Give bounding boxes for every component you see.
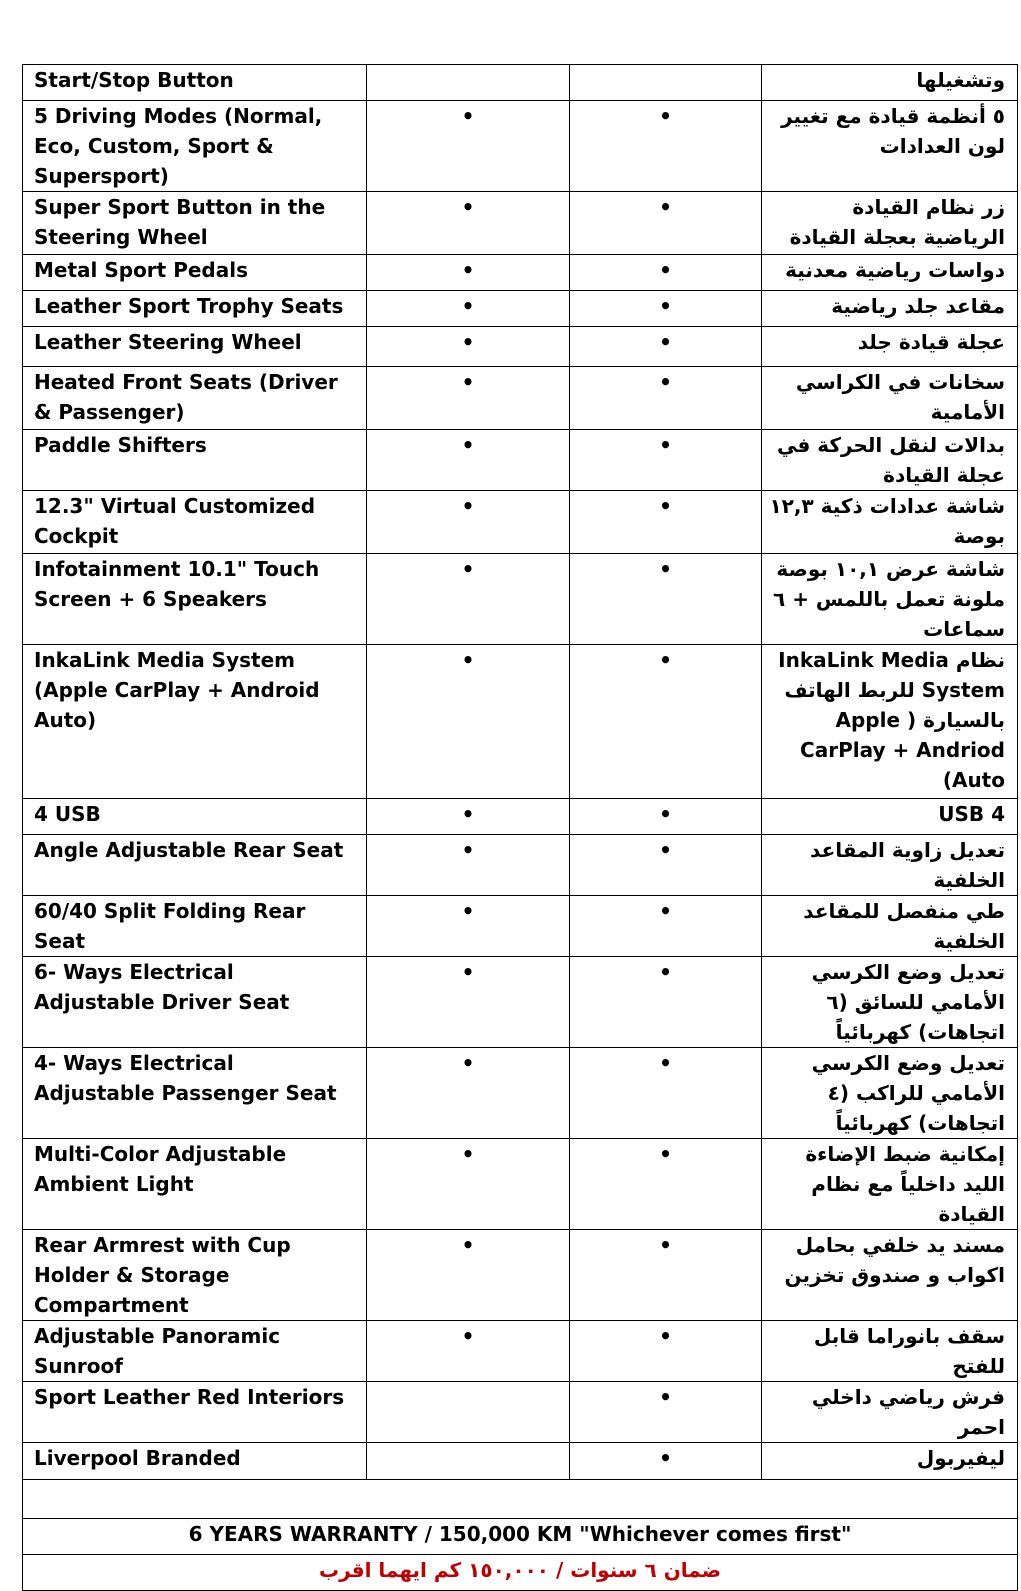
feature-name-ar: طي منفصل للمقاعد الخلفية <box>762 896 1018 957</box>
trim-1-mark <box>367 1443 570 1480</box>
feature-name-ar: إمكانية ضبط الإضاءة الليد داخلياً مع نظام القيادة <box>762 1139 1018 1230</box>
feature-name-en: 6- Ways Electrical Adjustable Driver Seat <box>23 957 367 1048</box>
trim-1-mark: • <box>367 1048 570 1139</box>
feature-name-en: Leather Sport Trophy Seats <box>23 291 367 327</box>
feature-name-en: Infotainment 10.1" Touch Screen + 6 Speakers <box>23 554 367 645</box>
feature-name-ar: وتشغيلها <box>762 65 1018 101</box>
trim-1-mark: • <box>367 430 570 491</box>
trim-1-mark: • <box>367 192 570 255</box>
feature-name-ar: سخانات في الكراسي الأمامية <box>762 367 1018 430</box>
feature-name-en: 4 USB <box>23 799 367 835</box>
feature-row <box>23 291 1018 327</box>
feature-row <box>23 255 1018 291</box>
feature-name-ar: ليفيربول <box>762 1443 1018 1480</box>
trim-2-mark: • <box>570 1321 762 1382</box>
feature-name-en: Super Sport Button in the Steering Wheel <box>23 192 367 255</box>
feature-name-ar: بدالات لنقل الحركة في عجلة القيادة <box>762 430 1018 491</box>
feature-row <box>23 1139 1018 1230</box>
spec-table <box>22 64 1018 1591</box>
trim-2-mark: • <box>570 327 762 367</box>
trim-2-mark: • <box>570 430 762 491</box>
spacer-row <box>23 1480 1018 1519</box>
feature-name-ar: مسند يد خلفي بحامل اكواب و صندوق تخزين <box>762 1230 1018 1321</box>
trim-1-mark: • <box>367 1230 570 1321</box>
trim-2-mark: • <box>570 192 762 255</box>
feature-name-en: Rear Armrest with Cup Holder & Storage Compartment <box>23 1230 367 1321</box>
feature-row <box>23 1321 1018 1382</box>
trim-1-mark: • <box>367 1139 570 1230</box>
warranty-en-row <box>23 1519 1018 1555</box>
feature-row <box>23 1382 1018 1443</box>
feature-name-en: Sport Leather Red Interiors <box>23 1382 367 1443</box>
warranty-arabic: ضمان ٦ سنوات / ١٥٠,٠٠٠ كم ايهما اقرب <box>23 1555 1018 1591</box>
feature-row <box>23 327 1018 367</box>
trim-2-mark: • <box>570 1048 762 1139</box>
trim-1-mark: • <box>367 799 570 835</box>
trim-2-mark: • <box>570 367 762 430</box>
trim-2-mark: • <box>570 835 762 896</box>
feature-name-ar: سقف بانوراما قابل للفتح <box>762 1321 1018 1382</box>
trim-1-mark: • <box>367 291 570 327</box>
feature-name-en: 60/40 Split Folding Rear Seat <box>23 896 367 957</box>
trim-2-mark: • <box>570 957 762 1048</box>
feature-row <box>23 430 1018 491</box>
feature-name-ar: مقاعد جلد رياضية <box>762 291 1018 327</box>
feature-row <box>23 491 1018 554</box>
feature-name-ar: نظام InkaLink Media System للربط الهاتف بالسيارة ( Apple CarPlay + Andriod Auto) <box>762 645 1018 799</box>
feature-row <box>23 1048 1018 1139</box>
feature-name-ar: ٥ أنظمة قيادة مع تغيير لون العدادات <box>762 101 1018 192</box>
trim-2-mark: • <box>570 101 762 192</box>
spec-table-footer <box>23 1480 1018 1591</box>
trim-1-mark: • <box>367 896 570 957</box>
trim-2-mark: • <box>570 491 762 554</box>
feature-name-en: InkaLink Media System (Apple CarPlay + Android Auto) <box>23 645 367 799</box>
feature-name-en: Angle Adjustable Rear Seat <box>23 835 367 896</box>
feature-name-en: Paddle Shifters <box>23 430 367 491</box>
trim-1-mark: • <box>367 255 570 291</box>
warranty-english: 6 YEARS WARRANTY / 150,000 KM "Whichever comes first" <box>23 1519 1018 1555</box>
feature-name-en: Multi-Color Adjustable Ambient Light <box>23 1139 367 1230</box>
feature-row <box>23 65 1018 101</box>
feature-row <box>23 192 1018 255</box>
feature-row <box>23 367 1018 430</box>
feature-name-ar: تعديل وضع الكرسي الأمامي للسائق (٦ اتجاهات) كهربائياً <box>762 957 1018 1048</box>
feature-name-ar: دواسات رياضية معدنية <box>762 255 1018 291</box>
feature-row <box>23 835 1018 896</box>
trim-1-mark: • <box>367 1321 570 1382</box>
trim-2-mark: • <box>570 1382 762 1443</box>
spec-table-body <box>23 65 1018 1480</box>
trim-2-mark: • <box>570 291 762 327</box>
feature-name-ar: USB 4 <box>762 799 1018 835</box>
trim-1-mark: • <box>367 101 570 192</box>
feature-name-en: Heated Front Seats (Driver & Passenger) <box>23 367 367 430</box>
trim-2-mark: • <box>570 255 762 291</box>
feature-name-ar: تعديل وضع الكرسي الأمامي للراكب (٤ اتجاهات) كهربائياً <box>762 1048 1018 1139</box>
trim-1-mark: • <box>367 957 570 1048</box>
feature-row <box>23 1443 1018 1480</box>
feature-name-ar: زر نظام القيادة الرياضية بعجلة القيادة <box>762 192 1018 255</box>
feature-row <box>23 957 1018 1048</box>
trim-2-mark: • <box>570 1230 762 1321</box>
trim-1-mark: • <box>367 554 570 645</box>
feature-name-en: Start/Stop Button <box>23 65 367 101</box>
trim-1-mark <box>367 65 570 101</box>
trim-2-mark: • <box>570 1443 762 1480</box>
trim-2-mark: • <box>570 645 762 799</box>
feature-name-en: Adjustable Panoramic Sunroof <box>23 1321 367 1382</box>
trim-1-mark: • <box>367 367 570 430</box>
feature-name-ar: عجلة قيادة جلد <box>762 327 1018 367</box>
feature-name-ar: شاشة عرض ١٠,١ بوصة ملونة تعمل باللمس + ٦ سماعات <box>762 554 1018 645</box>
feature-row <box>23 101 1018 192</box>
trim-2-mark: • <box>570 1139 762 1230</box>
trim-1-mark <box>367 1382 570 1443</box>
trim-1-mark: • <box>367 645 570 799</box>
feature-name-en: Liverpool Branded <box>23 1443 367 1480</box>
feature-name-en: Leather Steering Wheel <box>23 327 367 367</box>
feature-name-en: 5 Driving Modes (Normal, Eco, Custom, Sport & Supersport) <box>23 101 367 192</box>
trim-1-mark: • <box>367 327 570 367</box>
feature-name-en: Metal Sport Pedals <box>23 255 367 291</box>
feature-name-en: 4- Ways Electrical Adjustable Passenger Seat <box>23 1048 367 1139</box>
feature-name-en: 12.3" Virtual Customized Cockpit <box>23 491 367 554</box>
feature-row <box>23 645 1018 799</box>
feature-row <box>23 896 1018 957</box>
trim-1-mark: • <box>367 491 570 554</box>
trim-2-mark: • <box>570 896 762 957</box>
feature-row <box>23 554 1018 645</box>
feature-row <box>23 1230 1018 1321</box>
trim-2-mark: • <box>570 799 762 835</box>
trim-2-mark: • <box>570 554 762 645</box>
feature-row <box>23 799 1018 835</box>
feature-name-ar: فرش رياضي داخلي احمر <box>762 1382 1018 1443</box>
trim-1-mark: • <box>367 835 570 896</box>
spacer-cell <box>23 1480 1018 1519</box>
feature-name-ar: شاشة عدادات ذكية ١٢,٣ بوصة <box>762 491 1018 554</box>
trim-2-mark <box>570 65 762 101</box>
feature-name-ar: تعديل زاوية المقاعد الخلفية <box>762 835 1018 896</box>
warranty-ar-row <box>23 1555 1018 1591</box>
